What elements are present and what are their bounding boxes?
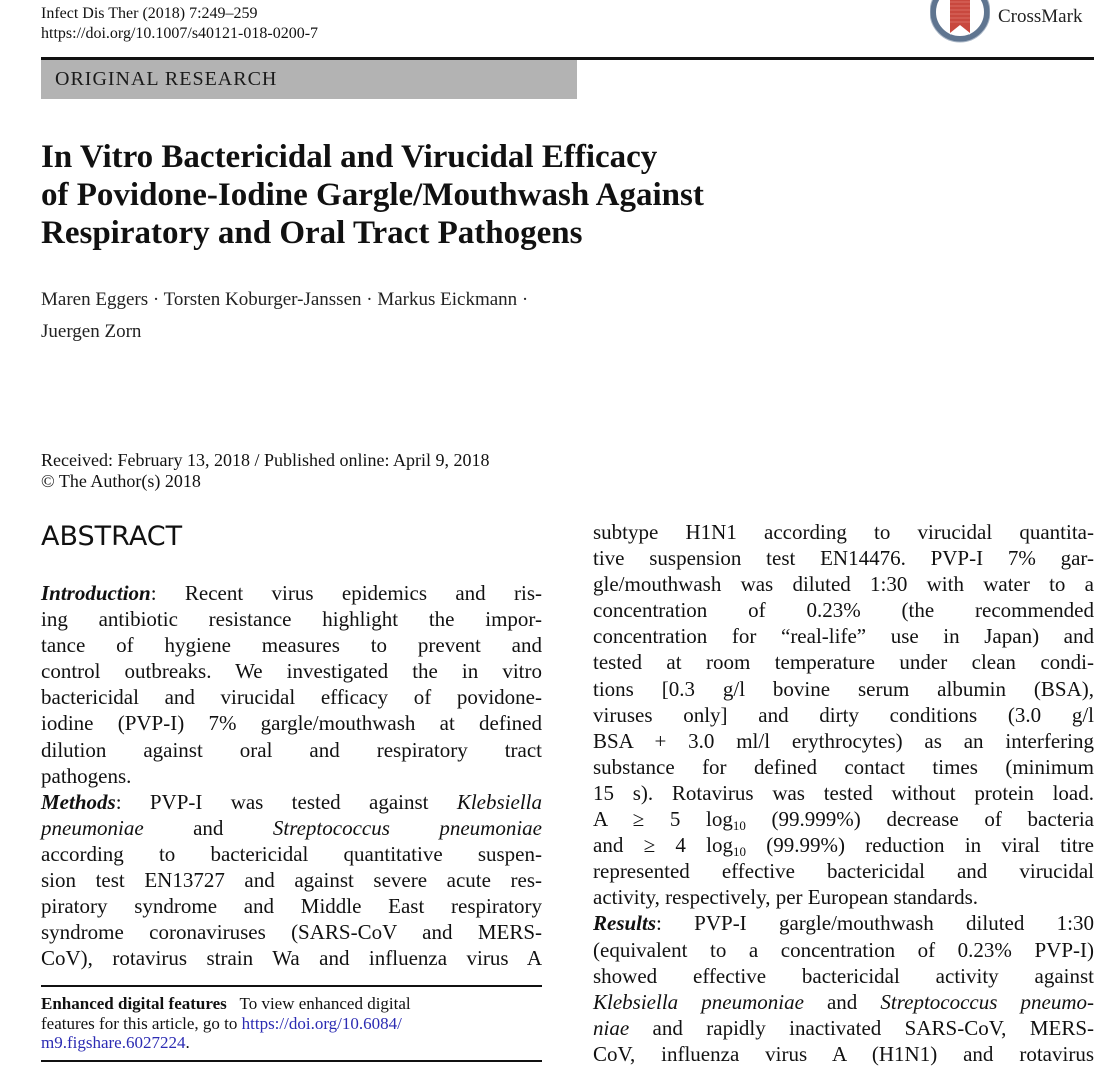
journal-citation: Infect Dis Ther (2018) 7:249–259: [41, 5, 258, 22]
title-line: In Vitro Bactericidal and Virucidal Efficacy: [41, 139, 658, 175]
text-line: tested at room temperature under clean condi-: [593, 650, 1094, 675]
text-line: viruses only] and dirty conditions (3.0 g/l: [593, 702, 1094, 727]
species-name: pneumoniae: [439, 815, 542, 840]
text-line: showed effective bactericidal activity against: [593, 963, 1094, 988]
species-name: pneumoniae: [41, 815, 144, 840]
text-line: 15 s). Rotavirus was tested without protein load.: [593, 780, 1094, 805]
text-line: [41, 789, 542, 815]
species-name: Streptococcus: [272, 815, 390, 840]
authors-line: Juergen Zorn: [41, 321, 142, 342]
abstract-right-column: [593, 519, 1094, 1067]
text-line: concentration for “real-life” use in Japan) and: [593, 624, 1094, 649]
species-name: Klebsiella: [456, 789, 542, 814]
text-line: gle/mouthwash was diluted 1:30 with water to a: [593, 572, 1094, 597]
article-title: [41, 138, 941, 252]
text-line: iodine (PVP-I) 7% gargle/mouthwash at defined: [41, 711, 542, 736]
text-line: sion test EN13727 and against severe acute res-: [41, 868, 542, 893]
footnote-rule-bottom: [41, 1060, 542, 1062]
crossmark-label: CrossMark: [998, 6, 1083, 27]
text-span: : Recent virus epidemics and ris-: [150, 581, 542, 605]
title-line: of Povidone-Iodine Gargle/Mouthwash Against: [41, 177, 704, 213]
text-line: (equivalent to a concentration of 0.23% PVP-I): [593, 937, 1094, 962]
publication-dates: [41, 450, 489, 492]
text-span: : PVP-I was tested against: [115, 789, 457, 814]
author-list: [41, 284, 741, 348]
text-line: [593, 910, 1094, 936]
text-line: piratory syndrome and Middle East respiratory: [41, 894, 542, 919]
text-line: control outbreaks. We investigated the in vitro: [41, 659, 542, 684]
text-line: [593, 989, 1094, 1015]
text-span: : PVP-I gargle/mouthwash diluted 1:30: [656, 911, 1094, 936]
text-span: and: [803, 989, 881, 1014]
text-line: dilution against oral and respiratory tract: [41, 737, 542, 762]
text-line: activity, respectively, per European standards.: [593, 885, 979, 910]
article-type-banner: [41, 60, 577, 99]
species-name: Klebsiella pneumoniae: [593, 989, 804, 1014]
species-name: Streptococcus pneumo-: [880, 989, 1094, 1014]
text-span: (99.99%) reduction in viral titre: [745, 833, 1094, 858]
received-published: Received: February 13, 2018 / Published online: April 9, 2018: [41, 450, 490, 470]
text-span: features for this article, go to: [41, 1013, 242, 1033]
results-label: Results: [593, 911, 657, 936]
text-line: tive suspension test EN14476. PVP-I 7% gar-: [593, 546, 1094, 571]
introduction-label: Introduction: [41, 581, 151, 605]
subscript: 10: [732, 818, 746, 834]
methods-label: Methods: [41, 789, 116, 814]
title-line: Respiratory and Oral Tract Pathogens: [41, 215, 583, 251]
text-line: concentration of 0.23% (the recommended: [593, 598, 1094, 623]
copyright: © The Author(s) 2018: [41, 471, 201, 491]
text-span: .: [185, 1033, 190, 1052]
abstract-heading: ABSTRACT: [41, 521, 183, 552]
journal-meta: [41, 4, 318, 44]
text-line: CoV), rotavirus strain Wa and influenza virus A: [41, 946, 542, 971]
text-span: To view enhanced digital: [239, 994, 411, 1013]
link-text[interactable]: https://doi.org/10.6084/: [241, 1013, 402, 1033]
text-line: CoV, influenza virus A (H1N1) and rotavirus: [593, 1041, 1094, 1066]
enhanced-features-label: Enhanced digital features: [41, 994, 227, 1013]
text-line: tance of hygiene measures to prevent and: [41, 633, 542, 658]
link-text[interactable]: m9.figshare.6027224: [41, 1033, 186, 1052]
enhanced-features-note: [41, 994, 542, 1053]
article-type-label: ORIGINAL RESEARCH: [55, 68, 278, 90]
text-span: and ≥ 4 log: [593, 833, 733, 858]
crossmark-bookmark-icon: [930, 0, 990, 44]
text-line: pathogens.: [41, 763, 132, 788]
footnote-rule-top: [41, 985, 542, 987]
crossmark-badge[interactable]: [930, 0, 1082, 44]
text-line: [41, 815, 542, 841]
text-line: substance for defined contact times (minimum: [593, 754, 1094, 779]
text-line: represented effective bactericidal and virucidal: [593, 859, 1094, 884]
text-line: BSA + 3.0 ml/l erythrocytes) as an interfering: [593, 728, 1094, 753]
text-line: [41, 580, 542, 606]
authors-line: Maren Eggers · Torsten Koburger-Janssen · Markus Eickmann ·: [41, 289, 529, 310]
text-line: [593, 832, 1094, 858]
text-line: according to bactericidal quantitative suspen-: [41, 841, 542, 866]
subscript: 10: [732, 844, 746, 860]
text-line: bactericidal and virucidal efficacy of povidone-: [41, 685, 542, 710]
species-name: niae: [593, 1015, 630, 1040]
text-line: [593, 1015, 1094, 1041]
text-span: and rapidly inactivated SARS-CoV, MERS-: [629, 1015, 1094, 1040]
text-line: ing antibiotic resistance highlight the impor-: [41, 607, 542, 632]
text-span: and: [193, 815, 224, 840]
article-doi-link[interactable]: https://doi.org/10.1007/s40121-018-0200-7: [41, 25, 319, 42]
text-line: subtype H1N1 according to virucidal quantita-: [593, 520, 1094, 544]
text-line: tions [0.3 g/l bovine serum albumin (BSA),: [593, 676, 1094, 701]
text-span: A ≥ 5 log: [593, 807, 733, 832]
text-line: syndrome coronaviruses (SARS-CoV and MERS-: [41, 920, 542, 945]
text-line: [593, 806, 1094, 832]
text-span: (99.999%) decrease of bacteria: [745, 807, 1095, 832]
abstract-left-column: [41, 580, 542, 971]
